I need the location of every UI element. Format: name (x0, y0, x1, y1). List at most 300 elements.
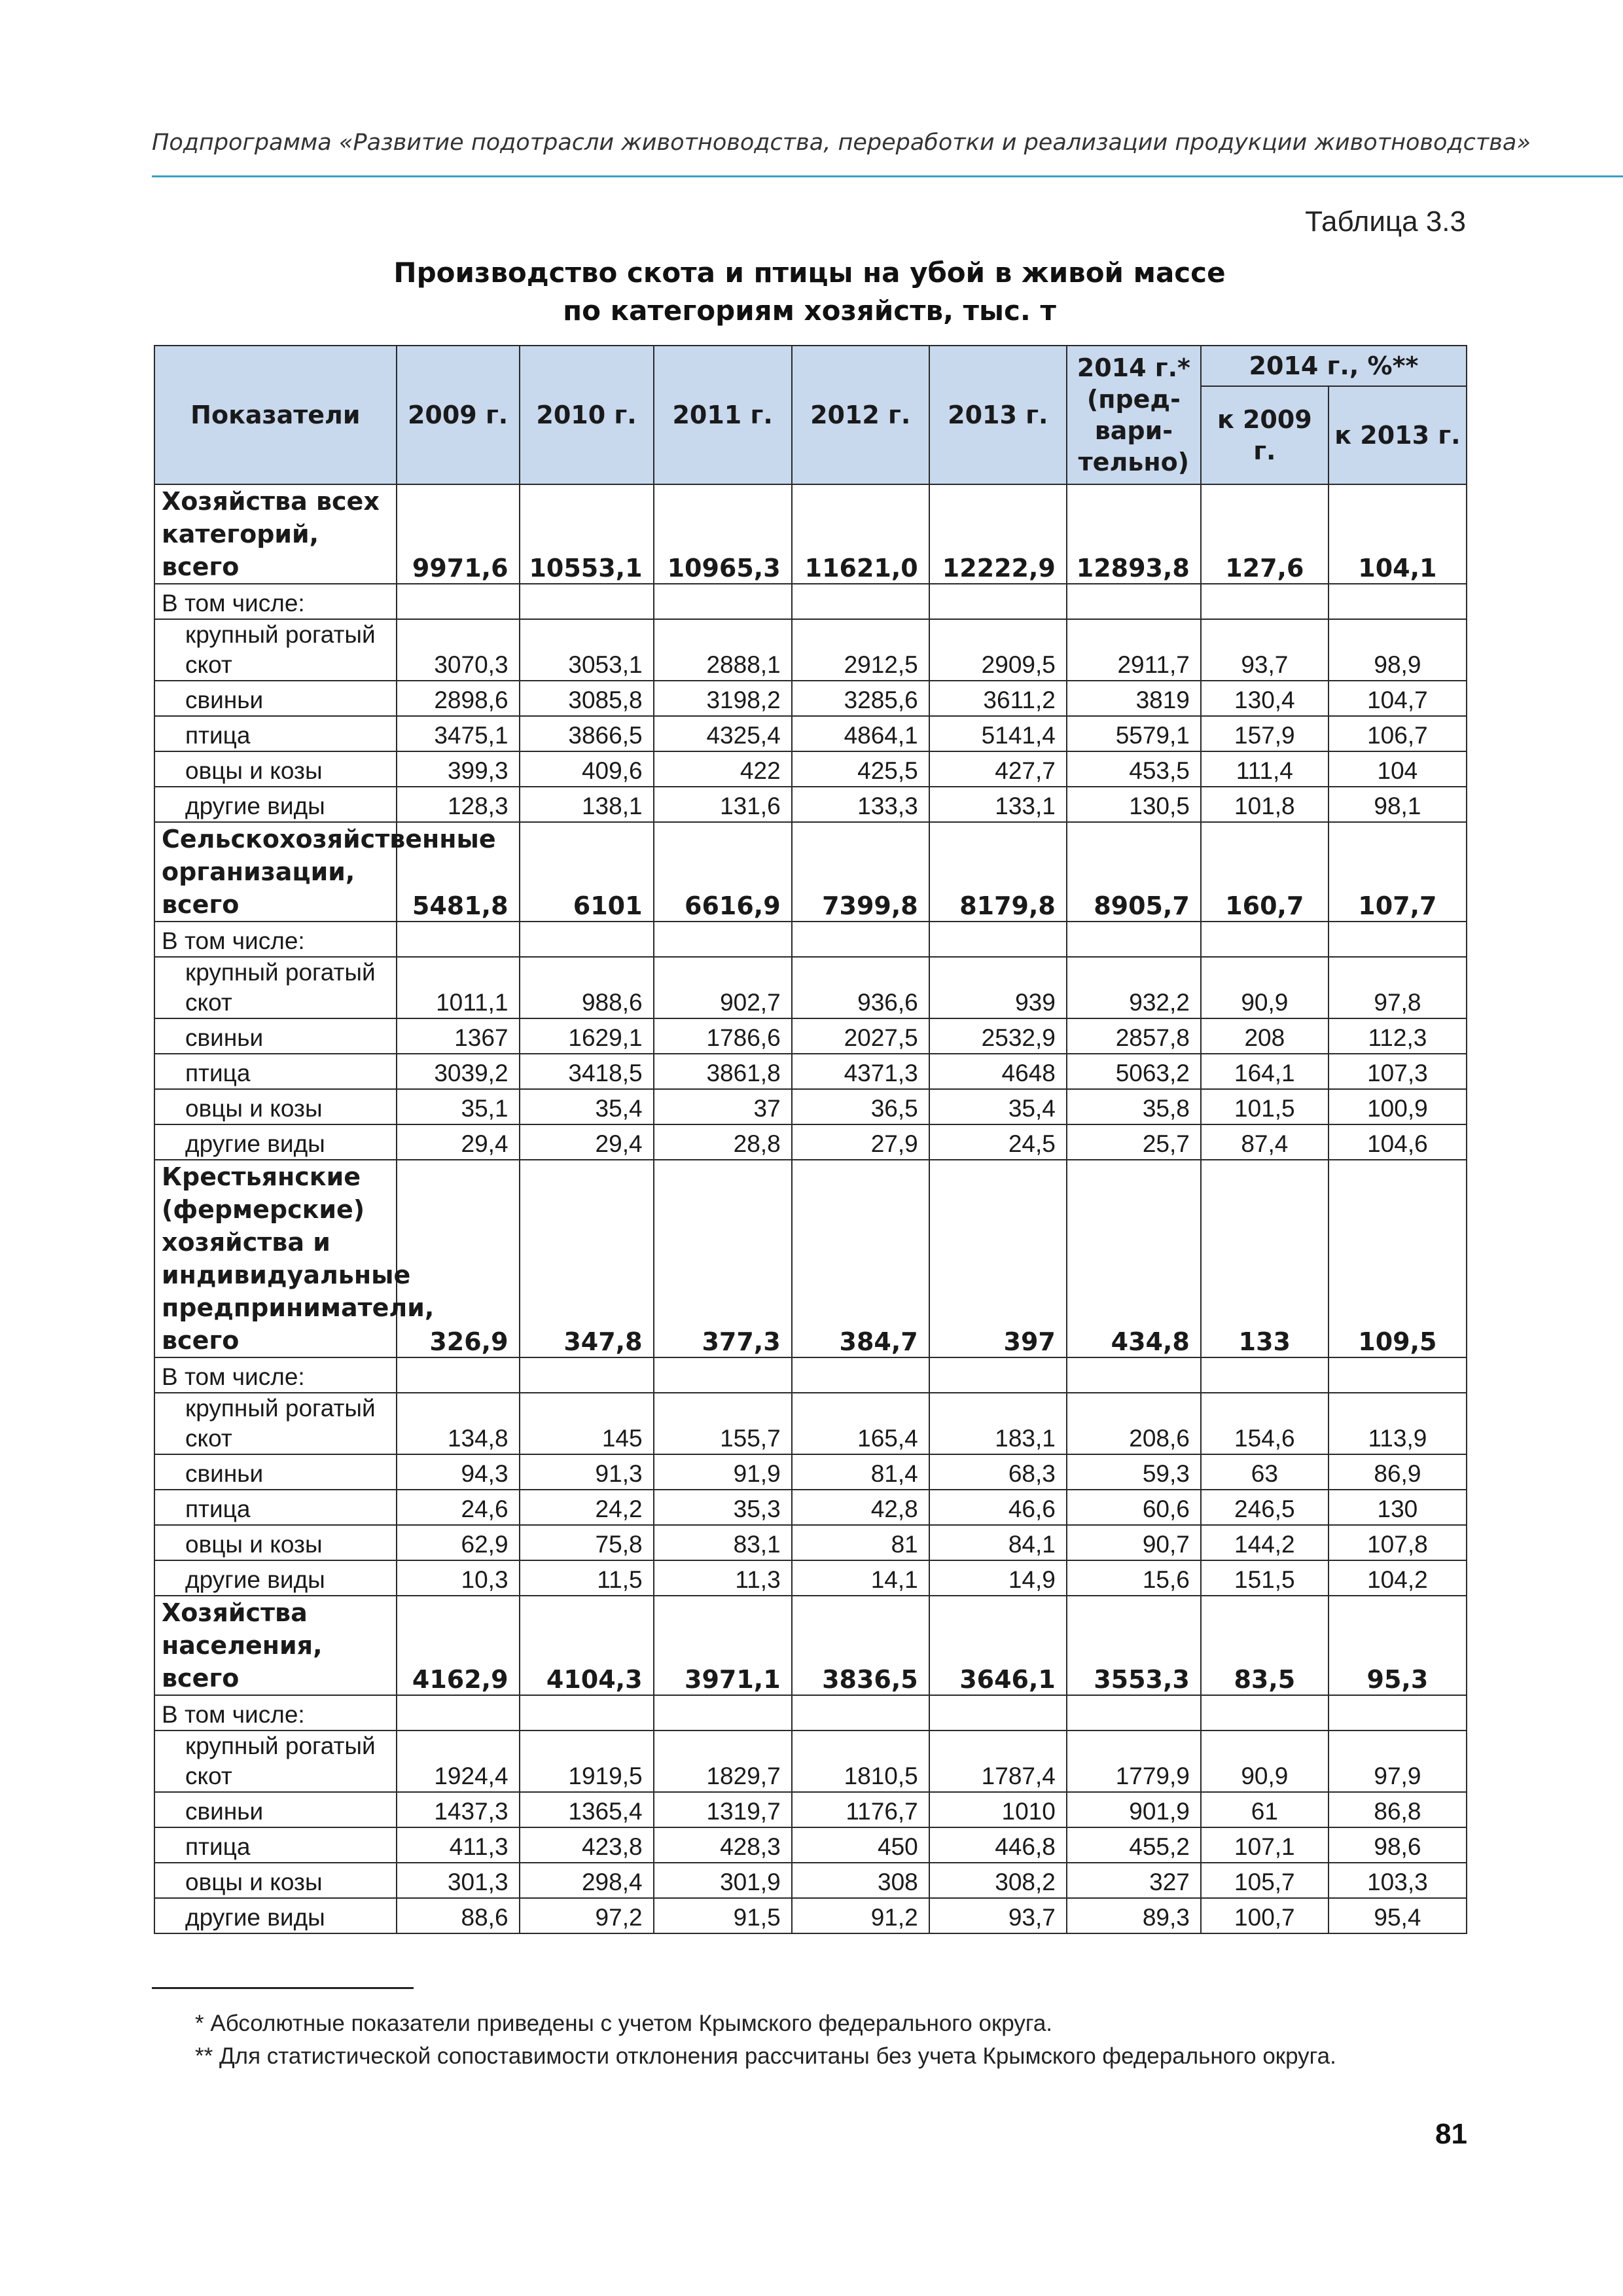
cell-value: 35,4 (929, 1089, 1067, 1124)
cell-value: 84,1 (929, 1525, 1067, 1560)
cell-value: 100,9 (1329, 1089, 1467, 1124)
cell-value: 1437,3 (397, 1792, 520, 1827)
cell-value (1201, 922, 1329, 957)
table-row (154, 1792, 1467, 1827)
cell-value: 1919,5 (520, 1731, 654, 1792)
running-header: Подпрограмма «Развитие подотрасли животноводства, переработки и реализации продукции животноводства» (152, 130, 1531, 156)
cell-value: 86,9 (1329, 1454, 1467, 1490)
cell-value: 2857,8 (1067, 1018, 1201, 1054)
cell-value: 130,4 (1201, 681, 1329, 716)
cell-value: 131,6 (654, 787, 792, 822)
cell-value: 434,8 (1067, 1160, 1201, 1357)
cell-value: 446,8 (929, 1827, 1067, 1863)
table-row (154, 1124, 1467, 1160)
cell-value: 109,5 (1329, 1160, 1467, 1357)
cell-value: 5481,8 (397, 822, 520, 922)
cell-value: 113,9 (1329, 1393, 1467, 1454)
cell-value: 127,6 (1201, 484, 1329, 584)
cell-value: 423,8 (520, 1827, 654, 1863)
cell-value: 1786,6 (654, 1018, 792, 1054)
cell-value: 42,8 (792, 1490, 929, 1525)
cell-value: 97,9 (1329, 1731, 1467, 1792)
cell-value: 164,1 (1201, 1054, 1329, 1089)
cell-value (1067, 922, 1201, 957)
header-2013: 2013 г. (929, 346, 1067, 484)
cell-value: 428,3 (654, 1827, 792, 1863)
cell-value (792, 1357, 929, 1393)
cell-value: 91,3 (520, 1454, 654, 1490)
header-2010: 2010 г. (520, 346, 654, 484)
cell-value: 68,3 (929, 1454, 1067, 1490)
cell-value: 14,1 (792, 1560, 929, 1596)
table-title-line-2: по категориям хозяйств, тыс. т (563, 295, 1056, 327)
row-label: свиньи (154, 1018, 397, 1054)
cell-value: 86,8 (1329, 1792, 1467, 1827)
cell-value: 36,5 (792, 1089, 929, 1124)
cell-value: 901,9 (1067, 1792, 1201, 1827)
table-row (154, 1089, 1467, 1124)
cell-value (929, 922, 1067, 957)
cell-value: 130 (1329, 1490, 1467, 1525)
table-row (154, 1731, 1467, 1792)
cell-value: 4325,4 (654, 716, 792, 751)
cell-value: 107,3 (1329, 1054, 1467, 1089)
cell-value: 104,7 (1329, 681, 1467, 716)
cell-value: 111,4 (1201, 751, 1329, 787)
cell-value: 308,2 (929, 1863, 1067, 1898)
row-label: птица (154, 1054, 397, 1089)
header-2009: 2009 г. (397, 346, 520, 484)
row-label: другие виды (154, 1124, 397, 1160)
cell-value: 3836,5 (792, 1596, 929, 1695)
cell-value (654, 1357, 792, 1393)
row-label: Крестьянские (фермерские) хозяйства и индивидуальные предприниматели, всего (154, 1160, 397, 1357)
cell-value (654, 1695, 792, 1731)
cell-value (397, 922, 520, 957)
cell-value: 9971,6 (397, 484, 520, 584)
table-row-subheader (154, 584, 1467, 619)
cell-value: 11621,0 (792, 484, 929, 584)
cell-value: 1629,1 (520, 1018, 654, 1054)
cell-value: 932,2 (1067, 957, 1201, 1018)
cell-value (1329, 1695, 1467, 1731)
cell-value: 8179,8 (929, 822, 1067, 922)
cell-value: 10965,3 (654, 484, 792, 584)
cell-value: 90,7 (1067, 1525, 1201, 1560)
cell-value: 453,5 (1067, 751, 1201, 787)
cell-value: 902,7 (654, 957, 792, 1018)
cell-value: 6616,9 (654, 822, 792, 922)
table-row-total (154, 1596, 1467, 1695)
cell-value: 28,8 (654, 1124, 792, 1160)
cell-value: 90,9 (1201, 957, 1329, 1018)
header-rule (152, 175, 1623, 177)
cell-value: 12893,8 (1067, 484, 1201, 584)
table-row (154, 1525, 1467, 1560)
cell-value: 35,3 (654, 1490, 792, 1525)
cell-value: 145 (520, 1393, 654, 1454)
table-row-subheader (154, 1357, 1467, 1393)
cell-value: 11,5 (520, 1560, 654, 1596)
cell-value: 130,5 (1067, 787, 1201, 822)
cell-value: 936,6 (792, 957, 929, 1018)
cell-value: 3053,1 (520, 619, 654, 681)
cell-value (397, 1357, 520, 1393)
cell-value: 3611,2 (929, 681, 1067, 716)
header-pct-group: 2014 г., %** (1201, 346, 1467, 386)
cell-value: 208 (1201, 1018, 1329, 1054)
cell-value: 133,3 (792, 787, 929, 822)
cell-value: 422 (654, 751, 792, 787)
cell-value: 3819 (1067, 681, 1201, 716)
row-label: овцы и козы (154, 1863, 397, 1898)
cell-value: 107,7 (1329, 822, 1467, 922)
cell-value: 61 (1201, 1792, 1329, 1827)
cell-value: 35,1 (397, 1089, 520, 1124)
cell-value: 4162,9 (397, 1596, 520, 1695)
cell-value: 83,5 (1201, 1596, 1329, 1695)
header-pct-2009: к 2009 г. (1201, 386, 1329, 484)
cell-value: 95,3 (1329, 1596, 1467, 1695)
cell-value: 7399,8 (792, 822, 929, 922)
cell-value: 12222,9 (929, 484, 1067, 584)
cell-value (1067, 1357, 1201, 1393)
cell-value: 24,5 (929, 1124, 1067, 1160)
row-label: другие виды (154, 787, 397, 822)
cell-value: 1319,7 (654, 1792, 792, 1827)
cell-value: 301,9 (654, 1863, 792, 1898)
cell-value: 107,1 (1201, 1827, 1329, 1863)
cell-value: 4648 (929, 1054, 1067, 1089)
cell-value: 3285,6 (792, 681, 929, 716)
cell-value: 2898,6 (397, 681, 520, 716)
table-row (154, 787, 1467, 822)
cell-value (654, 922, 792, 957)
cell-value: 27,9 (792, 1124, 929, 1160)
footnote-rule (152, 1987, 414, 1989)
cell-value: 165,4 (792, 1393, 929, 1454)
table-row (154, 751, 1467, 787)
row-label: свиньи (154, 681, 397, 716)
row-label: овцы и козы (154, 1525, 397, 1560)
cell-value: 988,6 (520, 957, 654, 1018)
table-row (154, 1054, 1467, 1089)
cell-value: 939 (929, 957, 1067, 1018)
cell-value: 81,4 (792, 1454, 929, 1490)
cell-value: 62,9 (397, 1525, 520, 1560)
cell-value (929, 584, 1067, 619)
cell-value: 399,3 (397, 751, 520, 787)
row-label: Сельскохозяйственные организации, всего (154, 822, 397, 922)
cell-value: 4104,3 (520, 1596, 654, 1695)
cell-value: 25,7 (1067, 1124, 1201, 1160)
page-number: 81 (1435, 2118, 1467, 2150)
table-row-total (154, 822, 1467, 922)
cell-value: 455,2 (1067, 1827, 1201, 1863)
row-label: птица (154, 1827, 397, 1863)
cell-value: 5141,4 (929, 716, 1067, 751)
cell-value: 105,7 (1201, 1863, 1329, 1898)
cell-value: 5579,1 (1067, 716, 1201, 751)
cell-value: 29,4 (520, 1124, 654, 1160)
cell-value (1067, 584, 1201, 619)
cell-value: 6101 (520, 822, 654, 922)
cell-value: 91,2 (792, 1898, 929, 1933)
row-label: другие виды (154, 1560, 397, 1596)
cell-value: 100,7 (1201, 1898, 1329, 1933)
cell-value: 14,9 (929, 1560, 1067, 1596)
cell-value: 3198,2 (654, 681, 792, 716)
table-row (154, 1454, 1467, 1490)
cell-value: 93,7 (929, 1898, 1067, 1933)
cell-value (397, 584, 520, 619)
cell-value: 3971,1 (654, 1596, 792, 1695)
cell-value: 2027,5 (792, 1018, 929, 1054)
row-label: свиньи (154, 1454, 397, 1490)
table-row-total (154, 484, 1467, 584)
cell-value: 2912,5 (792, 619, 929, 681)
header-2012: 2012 г. (792, 346, 929, 484)
table-row-total (154, 1160, 1467, 1357)
cell-value: 98,1 (1329, 787, 1467, 822)
cell-value: 151,5 (1201, 1560, 1329, 1596)
table-row (154, 1898, 1467, 1933)
table-row (154, 619, 1467, 681)
row-label: крупный рогатый скот (154, 957, 397, 1018)
table-row (154, 1393, 1467, 1454)
cell-value: 98,9 (1329, 619, 1467, 681)
cell-value (1201, 1357, 1329, 1393)
cell-value: 112,3 (1329, 1018, 1467, 1054)
cell-value: 8905,7 (1067, 822, 1201, 922)
cell-value: 15,6 (1067, 1560, 1201, 1596)
cell-value: 301,3 (397, 1863, 520, 1898)
table-header (154, 346, 1467, 484)
cell-value: 128,3 (397, 787, 520, 822)
row-label: крупный рогатый скот (154, 619, 397, 681)
cell-value: 133,1 (929, 787, 1067, 822)
cell-value: 138,1 (520, 787, 654, 822)
table-row (154, 1863, 1467, 1898)
cell-value: 3553,3 (1067, 1596, 1201, 1695)
cell-value: 93,7 (1201, 619, 1329, 681)
cell-value (1329, 1357, 1467, 1393)
cell-value: 63 (1201, 1454, 1329, 1490)
cell-value: 88,6 (397, 1898, 520, 1933)
cell-value: 409,6 (520, 751, 654, 787)
cell-value (792, 922, 929, 957)
table-row (154, 957, 1467, 1018)
table-row (154, 1827, 1467, 1863)
cell-value: 155,7 (654, 1393, 792, 1454)
table-row (154, 716, 1467, 751)
cell-value: 3646,1 (929, 1596, 1067, 1695)
header-2011: 2011 г. (654, 346, 792, 484)
cell-value: 91,5 (654, 1898, 792, 1933)
cell-value (929, 1695, 1067, 1731)
cell-value: 101,5 (1201, 1089, 1329, 1124)
cell-value: 411,3 (397, 1827, 520, 1863)
cell-value: 81 (792, 1525, 929, 1560)
cell-value: 5063,2 (1067, 1054, 1201, 1089)
cell-value: 1924,4 (397, 1731, 520, 1792)
cell-value: 90,9 (1201, 1731, 1329, 1792)
cell-value (792, 1695, 929, 1731)
cell-value: 97,2 (520, 1898, 654, 1933)
cell-value: 60,6 (1067, 1490, 1201, 1525)
cell-value (1329, 584, 1467, 619)
row-label: В том числе: (154, 922, 397, 957)
row-label: Хозяйства населения, всего (154, 1596, 397, 1695)
cell-value: 104,1 (1329, 484, 1467, 584)
cell-value: 59,3 (1067, 1454, 1201, 1490)
cell-value: 83,1 (654, 1525, 792, 1560)
cell-value: 183,1 (929, 1393, 1067, 1454)
row-label: В том числе: (154, 1357, 397, 1393)
cell-value: 1829,7 (654, 1731, 792, 1792)
cell-value: 4371,3 (792, 1054, 929, 1089)
cell-value (929, 1357, 1067, 1393)
cell-value: 104 (1329, 751, 1467, 787)
cell-value: 1787,4 (929, 1731, 1067, 1792)
cell-value: 2911,7 (1067, 619, 1201, 681)
cell-value: 425,5 (792, 751, 929, 787)
table-row-subheader (154, 1695, 1467, 1731)
cell-value: 24,2 (520, 1490, 654, 1525)
cell-value: 97,8 (1329, 957, 1467, 1018)
cell-value (520, 1695, 654, 1731)
table-number: Таблица 3.3 (1305, 206, 1466, 238)
cell-value: 246,5 (1201, 1490, 1329, 1525)
row-label: Хозяйства всех категорий, всего (154, 484, 397, 584)
cell-value: 298,4 (520, 1863, 654, 1898)
cell-value: 29,4 (397, 1124, 520, 1160)
cell-value: 160,7 (1201, 822, 1329, 922)
cell-value: 1011,1 (397, 957, 520, 1018)
cell-value: 35,4 (520, 1089, 654, 1124)
cell-value: 98,6 (1329, 1827, 1467, 1863)
cell-value: 1367 (397, 1018, 520, 1054)
cell-value: 1010 (929, 1792, 1067, 1827)
cell-value (520, 1357, 654, 1393)
cell-value: 2888,1 (654, 619, 792, 681)
cell-value: 1810,5 (792, 1731, 929, 1792)
cell-value (1201, 1695, 1329, 1731)
row-label: овцы и козы (154, 751, 397, 787)
cell-value: 1779,9 (1067, 1731, 1201, 1792)
cell-value: 2532,9 (929, 1018, 1067, 1054)
cell-value: 450 (792, 1827, 929, 1863)
cell-value (1201, 584, 1329, 619)
cell-value (792, 584, 929, 619)
row-label: В том числе: (154, 584, 397, 619)
cell-value: 101,8 (1201, 787, 1329, 822)
cell-value: 154,6 (1201, 1393, 1329, 1454)
cell-value: 144,2 (1201, 1525, 1329, 1560)
row-label: свиньи (154, 1792, 397, 1827)
cell-value: 107,8 (1329, 1525, 1467, 1560)
row-label: другие виды (154, 1898, 397, 1933)
cell-value (520, 922, 654, 957)
cell-value: 11,3 (654, 1560, 792, 1596)
header-2014: 2014 г.* (пред-вари-тельно) (1067, 346, 1201, 484)
cell-value: 377,3 (654, 1160, 792, 1357)
cell-value: 134,8 (397, 1393, 520, 1454)
table-row (154, 1018, 1467, 1054)
cell-value (397, 1695, 520, 1731)
footnote-2: ** Для статистической сопоставимости отклонения рассчитаны без учета Крымского федерального округа. (195, 2043, 1336, 2069)
cell-value: 397 (929, 1160, 1067, 1357)
table-row (154, 681, 1467, 716)
cell-value: 3039,2 (397, 1054, 520, 1089)
cell-value: 10553,1 (520, 484, 654, 584)
cell-value: 106,7 (1329, 716, 1467, 751)
cell-value: 24,6 (397, 1490, 520, 1525)
footnote-1: * Абсолютные показатели приведены с учетом Крымского федерального округа. (195, 2011, 1053, 2036)
cell-value: 35,8 (1067, 1089, 1201, 1124)
cell-value: 3418,5 (520, 1054, 654, 1089)
cell-value (520, 584, 654, 619)
cell-value (1329, 922, 1467, 957)
livestock-production-table (154, 345, 1467, 1934)
table-row-subheader (154, 922, 1467, 957)
row-label: птица (154, 716, 397, 751)
cell-value: 1365,4 (520, 1792, 654, 1827)
cell-value: 347,8 (520, 1160, 654, 1357)
header-indicator: Показатели (154, 346, 397, 484)
cell-value (1067, 1695, 1201, 1731)
cell-value: 3070,3 (397, 619, 520, 681)
cell-value: 91,9 (654, 1454, 792, 1490)
row-label: В том числе: (154, 1695, 397, 1731)
row-label: крупный рогатый скот (154, 1393, 397, 1454)
row-label: крупный рогатый скот (154, 1731, 397, 1792)
cell-value: 46,6 (929, 1490, 1067, 1525)
cell-value: 327 (1067, 1863, 1201, 1898)
table-body (154, 484, 1467, 1933)
cell-value: 10,3 (397, 1560, 520, 1596)
cell-value: 326,9 (397, 1160, 520, 1357)
cell-value: 104,2 (1329, 1560, 1467, 1596)
cell-value: 4864,1 (792, 716, 929, 751)
cell-value: 133 (1201, 1160, 1329, 1357)
cell-value (654, 584, 792, 619)
cell-value: 87,4 (1201, 1124, 1329, 1160)
cell-value: 157,9 (1201, 716, 1329, 751)
cell-value: 95,4 (1329, 1898, 1467, 1933)
table-title (152, 254, 1467, 330)
cell-value: 3866,5 (520, 716, 654, 751)
cell-value: 3085,8 (520, 681, 654, 716)
cell-value: 103,3 (1329, 1863, 1467, 1898)
cell-value: 94,3 (397, 1454, 520, 1490)
cell-value: 3861,8 (654, 1054, 792, 1089)
cell-value: 208,6 (1067, 1393, 1201, 1454)
cell-value: 2909,5 (929, 619, 1067, 681)
table-row (154, 1490, 1467, 1525)
cell-value: 104,6 (1329, 1124, 1467, 1160)
table-row (154, 1560, 1467, 1596)
cell-value: 37 (654, 1089, 792, 1124)
table-title-line-1: Производство скота и птицы на убой в живой массе (393, 257, 1226, 289)
cell-value: 1176,7 (792, 1792, 929, 1827)
cell-value: 427,7 (929, 751, 1067, 787)
row-label: птица (154, 1490, 397, 1525)
cell-value: 89,3 (1067, 1898, 1201, 1933)
cell-value: 3475,1 (397, 716, 520, 751)
row-label: овцы и козы (154, 1089, 397, 1124)
cell-value: 75,8 (520, 1525, 654, 1560)
